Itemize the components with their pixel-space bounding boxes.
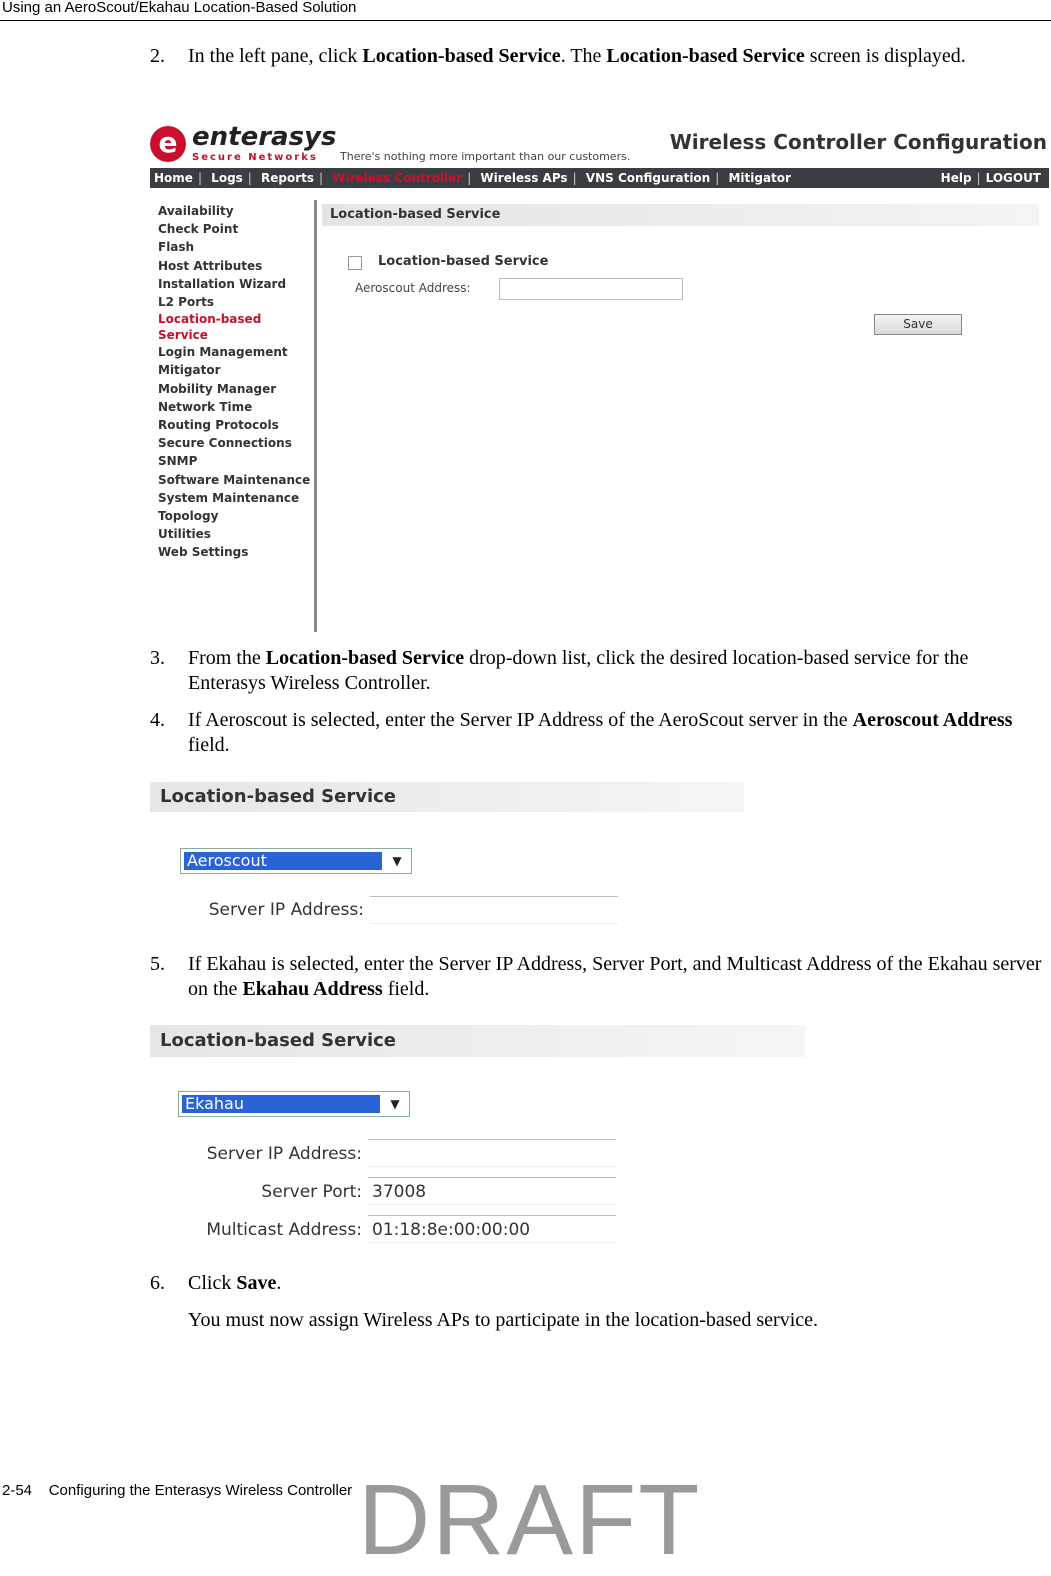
nav-separator: | — [197, 171, 202, 185]
step-number: 6. — [150, 1272, 165, 1294]
step-number: 3. — [150, 647, 165, 669]
note-text: You must now assign Wireless APs to participate in the location-based service. — [188, 1309, 819, 1331]
chevron-down-icon[interactable]: ▼ — [392, 854, 402, 868]
ekahau-screenshot — [150, 1025, 806, 1257]
select-value: Ekahau — [182, 1095, 380, 1113]
nav-separator: | — [247, 171, 252, 185]
nav-separator: | — [715, 171, 720, 185]
step-bold: Save — [236, 1272, 277, 1294]
server-ip-input[interactable] — [368, 1139, 616, 1167]
step-2 — [150, 44, 1050, 69]
step-bold: Location-based Service — [265, 647, 465, 669]
checkbox-label: Location-based Service — [378, 254, 549, 269]
menu-item[interactable]: Software Maintenance — [158, 472, 311, 487]
step-bold: Aeroscout Address — [852, 709, 1013, 731]
aeroscout-address-label: Aeroscout Address: — [355, 281, 471, 295]
step-6 — [150, 1271, 1050, 1296]
banner — [150, 120, 1049, 168]
page-footer — [2, 1482, 352, 1499]
menu-item[interactable]: Utilities — [158, 527, 211, 542]
footer-text: Configuring the Enterasys Wireless Controller — [48, 1482, 353, 1499]
menu-item[interactable]: Availability — [158, 204, 234, 218]
step-text: In the left pane, click — [188, 45, 363, 67]
nav-right — [937, 168, 1045, 188]
step-bold: Ekahau Address — [242, 978, 383, 1000]
menu-item[interactable]: Flash — [158, 240, 195, 255]
menu-item[interactable]: Routing Protocols — [158, 418, 279, 433]
menu-item[interactable]: SNMP — [158, 454, 198, 469]
step-text: . — [276, 1272, 282, 1294]
menu-item[interactable]: Check Point — [158, 222, 239, 237]
menu-item[interactable]: Mitigator — [158, 363, 221, 378]
menu-item[interactable]: Network Time — [158, 399, 253, 414]
service-select[interactable] — [180, 848, 412, 874]
nav-separator: | — [467, 171, 472, 185]
step-bold: Location-based Service — [606, 45, 805, 67]
menu-item[interactable]: Topology — [158, 509, 219, 524]
menu-item[interactable]: Mobility Manager — [158, 381, 277, 396]
enterasys-logo-icon: e — [150, 126, 186, 162]
step-3 — [150, 646, 1050, 696]
nav-help[interactable]: Help — [940, 171, 972, 185]
step-text: . The — [560, 45, 607, 67]
aeroscout-screenshot — [150, 782, 745, 938]
server-ip-label: Server IP Address: — [206, 1144, 362, 1164]
nav-separator: | — [572, 171, 577, 185]
nav-logout[interactable]: LOGOUT — [985, 171, 1041, 185]
nav-wireless-controller[interactable]: Wireless Controller — [332, 171, 463, 185]
select-value: Aeroscout — [184, 852, 382, 870]
location-service-checkbox[interactable] — [348, 256, 362, 270]
multicast-address-input[interactable]: 01:18:8e:00:00:00 — [368, 1215, 616, 1243]
nav-separator: | — [976, 171, 981, 185]
server-ip-input[interactable] — [370, 896, 618, 924]
logo-text: enterasys — [192, 122, 337, 152]
nav-mitigator[interactable]: Mitigator — [728, 171, 791, 185]
menu-item[interactable]: Login Management — [158, 345, 288, 360]
service-select[interactable] — [178, 1091, 410, 1117]
nav-wireless-aps[interactable]: Wireless APs — [480, 171, 568, 185]
step-bold: Location-based Service — [362, 45, 561, 67]
save-button[interactable]: Save — [874, 314, 962, 335]
menu-item-location-based-service[interactable]: Location-based Service — [158, 312, 262, 343]
multicast-address-label: Multicast Address: — [206, 1220, 362, 1240]
running-header: Using an AeroScout/Ekahau Location-Based Solution — [0, 0, 1051, 21]
pane-title: Location-based Service — [322, 204, 1039, 226]
menu-item[interactable]: Installation Wizard — [158, 276, 287, 291]
nav-home[interactable]: Home — [154, 171, 193, 185]
logo-subtitle: Secure Networks — [192, 152, 318, 163]
menu-item[interactable]: Secure Connections — [158, 436, 292, 451]
server-port-input[interactable]: 37008 — [368, 1177, 616, 1205]
step-number: 2. — [150, 45, 165, 67]
step-text: From the — [188, 647, 266, 669]
pane-divider — [314, 200, 317, 632]
app-title: Wireless Controller Configuration — [669, 130, 1047, 154]
server-port-label: Server Port: — [261, 1182, 362, 1202]
step-5 — [150, 952, 1050, 1002]
left-menu — [158, 202, 318, 562]
controller-screenshot — [150, 120, 1049, 632]
menu-item[interactable]: L2 Ports — [158, 295, 215, 310]
panel-title: Location-based Service — [150, 782, 744, 812]
chevron-down-icon[interactable]: ▼ — [390, 1097, 400, 1111]
step-number: 5. — [150, 953, 165, 975]
nav-reports[interactable]: Reports — [261, 171, 315, 185]
step-text: Click — [188, 1272, 237, 1294]
menu-item[interactable]: Web Settings — [158, 545, 249, 560]
page-number: 2-54 — [2, 1482, 33, 1499]
step-text: drop-down list, click the desired location-based service for the Enterasys Wireless Controller. — [188, 647, 969, 694]
aeroscout-address-input[interactable] — [499, 278, 683, 300]
server-ip-label: Server IP Address: — [208, 900, 364, 920]
step-text: If Ekahau is selected, enter the Server IP Address, Server Port, and Multicast Address of the Ekahau server on the — [188, 953, 1042, 1000]
draft-watermark: DRAFT — [358, 1464, 702, 1576]
tagline: There's nothing more important than our customers. — [340, 150, 631, 163]
menu-item[interactable]: Host Attributes — [158, 258, 263, 273]
top-nav — [150, 168, 1049, 188]
step-6-note — [150, 1308, 1050, 1333]
step-text: field. — [188, 734, 230, 756]
nav-vns-configuration[interactable]: VNS Configuration — [585, 171, 711, 185]
nav-separator: | — [319, 171, 324, 185]
panel-title: Location-based Service — [150, 1025, 805, 1057]
step-text: field. — [382, 978, 430, 1000]
step-number: 4. — [150, 709, 165, 731]
step-text: If Aeroscout is selected, enter the Server IP Address of the AeroScout server in the — [188, 709, 853, 731]
nav-logs[interactable]: Logs — [211, 171, 243, 185]
step-4 — [150, 708, 1050, 758]
step-text: screen is displayed. — [804, 45, 966, 67]
menu-item[interactable]: System Maintenance — [158, 490, 300, 505]
